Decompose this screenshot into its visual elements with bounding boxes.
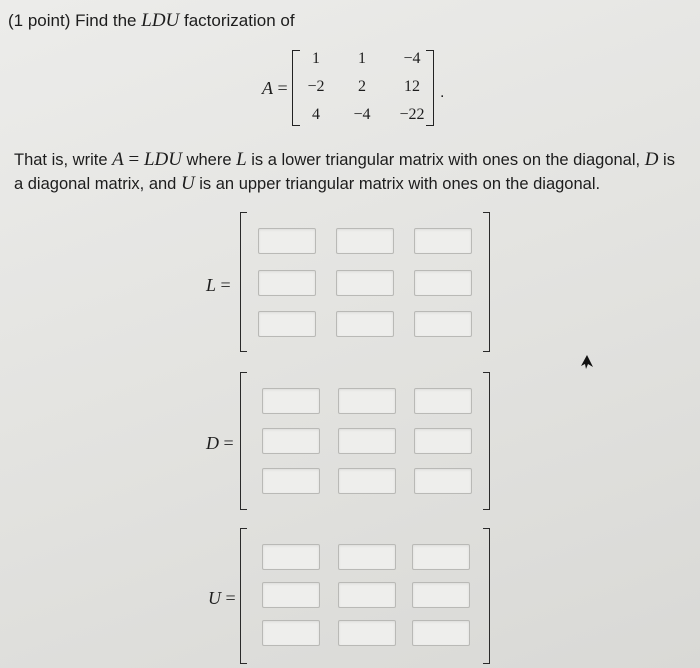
- l-label: L =: [206, 275, 231, 295]
- d-entry-2-3[interactable]: [414, 428, 472, 454]
- mouse-cursor-icon: [580, 354, 594, 370]
- l-entry-1-1[interactable]: [258, 228, 316, 254]
- u-entry-3-1[interactable]: [262, 620, 320, 646]
- l-entry-3-3[interactable]: [414, 311, 472, 337]
- u-entry-3-2[interactable]: [338, 620, 396, 646]
- l-entry-1-3[interactable]: [414, 228, 472, 254]
- l-matrix: [240, 212, 490, 352]
- d-entry-2-2[interactable]: [338, 428, 396, 454]
- d-entry-3-2[interactable]: [338, 468, 396, 494]
- u-entry-1-1[interactable]: [262, 544, 320, 570]
- given-cell: −2: [307, 78, 325, 95]
- problem-statement: That is, write A = LDU where L is a lower triangular matrix with ones on the diagonal, D is a diagonal matrix, and U is an upper triangular matrix with ones on the diagonal.: [14, 149, 675, 194]
- given-cell: −4: [403, 50, 421, 67]
- right-bracket: [483, 372, 490, 510]
- given-cell: −22: [399, 106, 425, 123]
- l-entry-3-1[interactable]: [258, 311, 316, 337]
- given-cell: 1: [312, 50, 320, 67]
- given-matrix: [292, 50, 434, 126]
- u-entry-2-3[interactable]: [412, 582, 470, 608]
- d-entry-3-3[interactable]: [414, 468, 472, 494]
- d-label: D =: [206, 433, 234, 453]
- period: .: [440, 84, 445, 101]
- right-bracket: [483, 212, 490, 352]
- given-cell: 1: [358, 50, 366, 67]
- d-entry-2-1[interactable]: [262, 428, 320, 454]
- left-bracket: [240, 528, 247, 664]
- left-bracket: [240, 212, 247, 352]
- right-bracket: [483, 528, 490, 664]
- given-cell: 12: [404, 78, 420, 95]
- left-bracket: [240, 372, 247, 510]
- l-entry-2-2[interactable]: [336, 270, 394, 296]
- u-entry-2-2[interactable]: [338, 582, 396, 608]
- given-cell: 4: [312, 106, 320, 123]
- prompt-text: (1 point) Find the: [8, 11, 137, 30]
- u-entry-2-1[interactable]: [262, 582, 320, 608]
- u-entry-1-3[interactable]: [412, 544, 470, 570]
- d-entry-1-2[interactable]: [338, 388, 396, 414]
- d-entry-3-1[interactable]: [262, 468, 320, 494]
- prompt-ldu: LDU: [141, 10, 180, 31]
- u-label: U =: [208, 588, 236, 608]
- d-entry-1-3[interactable]: [414, 388, 472, 414]
- u-matrix: [240, 528, 490, 664]
- u-entry-1-2[interactable]: [338, 544, 396, 570]
- u-entry-3-3[interactable]: [412, 620, 470, 646]
- problem-prompt: [8, 10, 295, 32]
- l-entry-2-1[interactable]: [258, 270, 316, 296]
- l-entry-3-2[interactable]: [336, 311, 394, 337]
- d-entry-1-1[interactable]: [262, 388, 320, 414]
- given-cell: −4: [353, 106, 371, 123]
- given-cell: 2: [358, 78, 366, 95]
- l-entry-2-3[interactable]: [414, 270, 472, 296]
- l-entry-1-2[interactable]: [336, 228, 394, 254]
- given-label: A =: [262, 78, 288, 98]
- d-matrix: [240, 372, 490, 510]
- prompt-suffix: factorization of: [184, 11, 295, 30]
